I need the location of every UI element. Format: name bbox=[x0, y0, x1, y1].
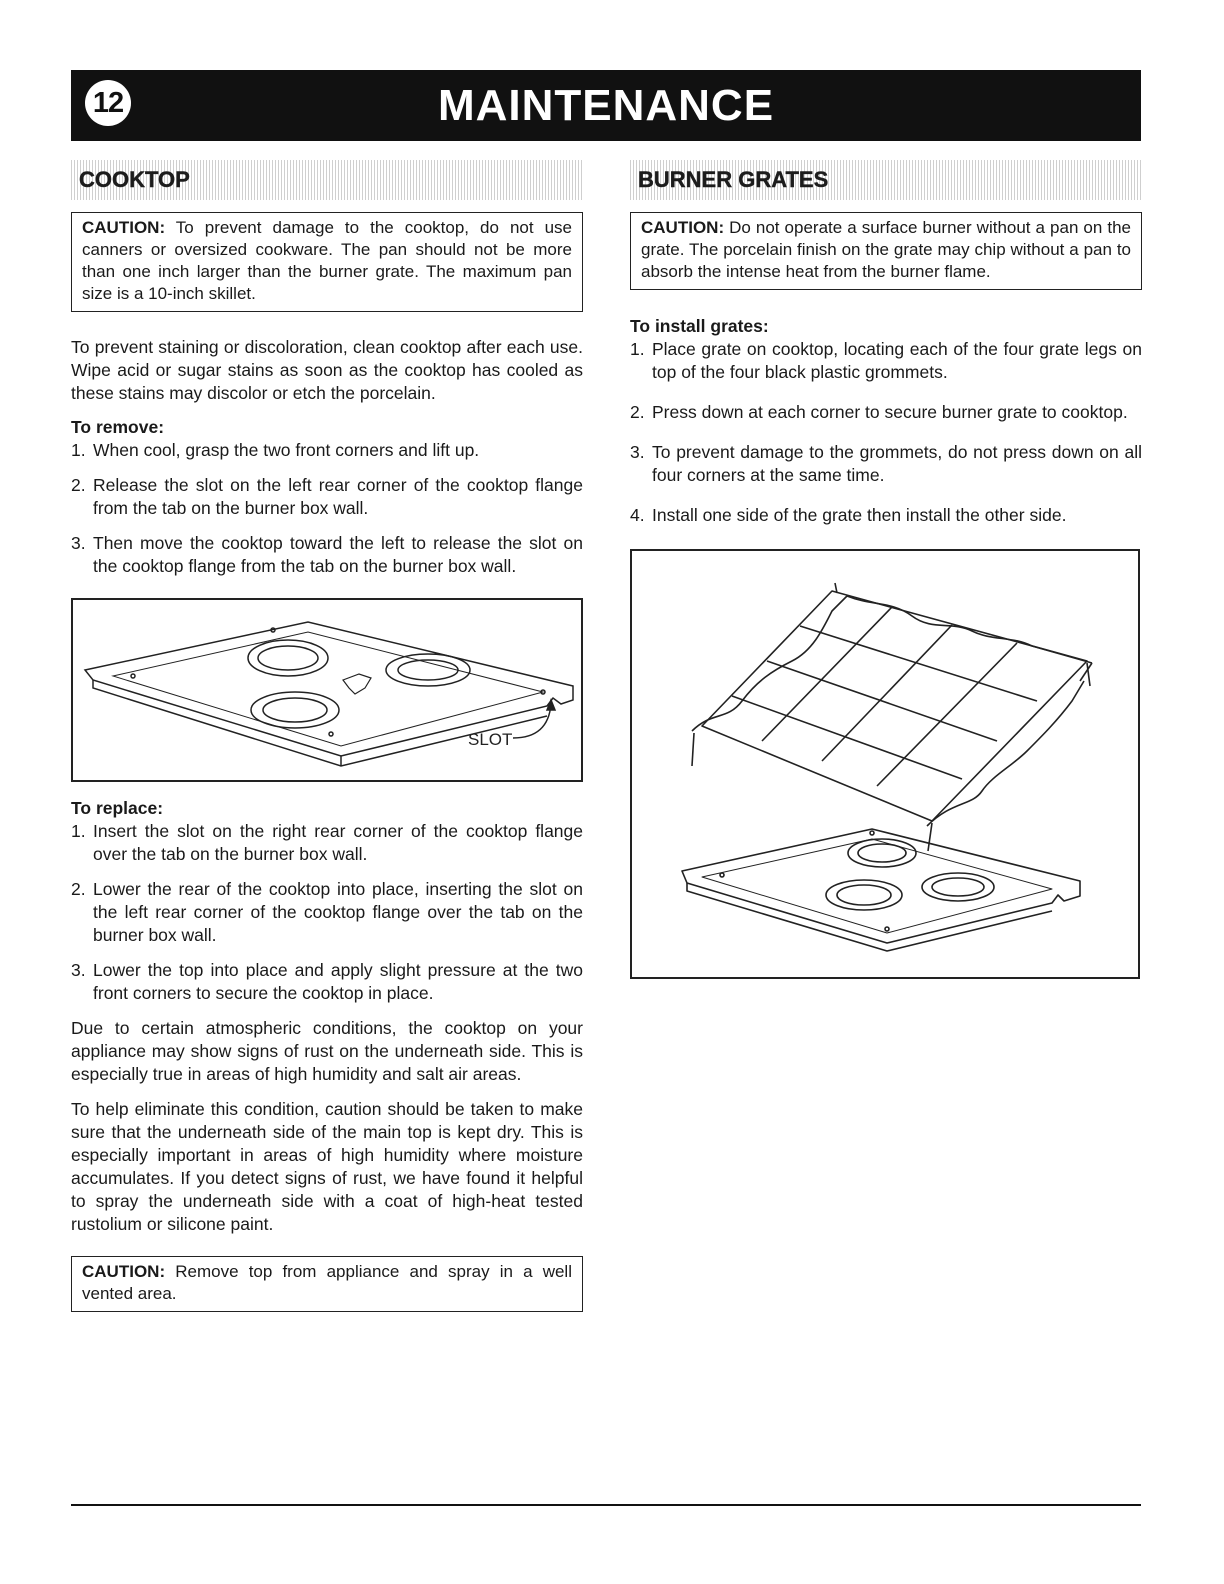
cooktop-illustration bbox=[73, 600, 581, 780]
burner-grates-column bbox=[630, 160, 1142, 979]
slot-label: SLOT bbox=[468, 730, 513, 749]
list-item: 2. Press down at each corner to secure burner grate to cooktop. bbox=[630, 402, 1128, 422]
burner-grates-heading: BURNER GRATES bbox=[630, 160, 1142, 200]
list-item: 3. Lower the top into place and apply slight pressure at the two front corners to secure the cooktop in place. bbox=[71, 960, 583, 1003]
install-heading: To install grates: bbox=[630, 316, 769, 336]
grates-caution-box bbox=[630, 212, 1142, 290]
list-item: 4. Install one side of the grate then install the other side. bbox=[630, 505, 1067, 525]
list-item: 1. Place grate on cooktop, locating each of the four grate legs on top of the four black plastic grommets. bbox=[630, 339, 1142, 382]
caution-label: CAUTION: bbox=[641, 218, 725, 237]
replace-heading: To replace: bbox=[71, 798, 164, 818]
install-steps bbox=[630, 338, 1142, 527]
footer-rule bbox=[71, 1504, 1141, 1506]
grate-install-figure bbox=[630, 549, 1140, 979]
remove-steps bbox=[71, 439, 583, 578]
cooktop-intro: To prevent staining or discoloration, clean cooktop after each use. Wipe acid or sugar stains as soon as the cooktop has cooled as these stains may discolor or etch the porcelain. bbox=[71, 337, 583, 403]
caution-text: Remove top from appliance and spray in a well vented area. bbox=[82, 1262, 572, 1303]
rust-paragraph-2: To help eliminate this condition, caution should be taken to make sure that the underneath side of the main top is kept dry. This is especially important in areas of high humidity where moisture accumulates. If you detect signs of rust, we have found it helpful to spray the underneath side with a coat of high-heat tested rustolium or silicone paint. bbox=[71, 1099, 583, 1234]
list-item: 2. Release the slot on the left rear corner of the cooktop flange from the tab on the burner box wall. bbox=[71, 475, 583, 518]
grate-and-cooktop-illustration bbox=[632, 551, 1138, 977]
section-number-badge: 12 bbox=[85, 80, 131, 126]
caution-text: To prevent damage to the cooktop, do not use canners or oversized cookware. The pan should not be more than one inch larger than the burner grate. The maximum pan size is a 10-inch skillet. bbox=[82, 218, 572, 303]
caution-label: CAUTION: bbox=[82, 1262, 166, 1281]
cooktop-removal-figure bbox=[71, 598, 583, 782]
caution-text: Do not operate a surface burner without a pan on the grate. The porcelain finish on the grate may chip without a pan to absorb the intense heat from the burner flame. bbox=[641, 218, 1131, 281]
list-item: 3. To prevent damage to the grommets, do not press down on all four corners at the same time. bbox=[630, 442, 1142, 485]
rust-paragraph-1: Due to certain atmospheric conditions, the cooktop on your appliance may show signs of rust on the underneath side. This is especially true in areas of high humidity and salt air areas. bbox=[71, 1018, 583, 1084]
remove-heading: To remove: bbox=[71, 417, 165, 437]
caution-label: CAUTION: bbox=[82, 218, 166, 237]
cooktop-column bbox=[71, 160, 583, 1312]
list-item: 1. Insert the slot on the right rear corner of the cooktop flange over the tab on the burner box wall. bbox=[71, 821, 583, 864]
page-title: MAINTENANCE bbox=[437, 81, 775, 130]
replace-steps bbox=[71, 820, 583, 1005]
list-item: 2. Lower the rear of the cooktop into place, inserting the slot on the left rear corner of the cooktop flange over the tab on the burner box wall. bbox=[71, 879, 583, 945]
list-item: 3. Then move the cooktop toward the left to release the slot on the cooktop flange from the tab on the burner box wall. bbox=[71, 533, 583, 576]
page-header bbox=[71, 70, 1141, 141]
cooktop-caution-box bbox=[71, 212, 583, 312]
spray-caution-box bbox=[71, 1256, 583, 1312]
cooktop-heading: COOKTOP bbox=[71, 160, 583, 200]
list-item: 1. When cool, grasp the two front corners and lift up. bbox=[71, 440, 480, 460]
